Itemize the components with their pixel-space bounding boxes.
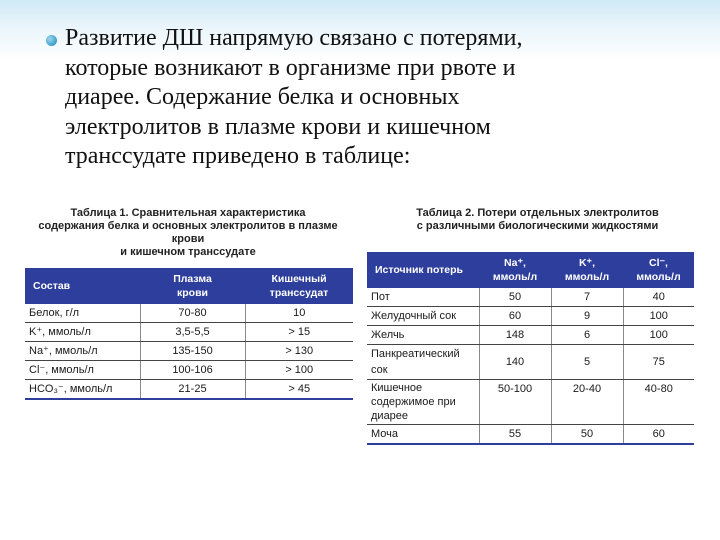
header-text: крови (177, 287, 208, 299)
bullet-dot-icon (46, 35, 57, 46)
header-text: транссудат (269, 287, 329, 299)
table-cell: > 130 (245, 342, 353, 361)
table-cell: Моча (367, 425, 479, 445)
table2-header-k (551, 252, 623, 288)
table2-electrolyte-losses (367, 252, 694, 445)
table-cell: Желчь (367, 326, 479, 345)
bullet-line: которые возникают в организме при рвоте и (65, 54, 516, 81)
table-cell: 40-80 (623, 380, 694, 425)
table1-header-plasma (140, 268, 245, 304)
header-text: Состав (33, 280, 71, 292)
table-row (367, 288, 694, 307)
table-cell: 60 (623, 425, 694, 445)
table-cell: 148 (479, 326, 551, 345)
table-cell: 20-40 (551, 380, 623, 425)
header-text: K⁺, (578, 257, 596, 269)
table-cell: 135-150 (140, 342, 245, 361)
table-cell: 9 (551, 307, 623, 326)
bullet-paragraph (40, 24, 640, 172)
header-text: Кишечный (271, 273, 327, 285)
table-cell: 75 (623, 345, 694, 380)
header-text: Cl⁻, (649, 257, 668, 269)
header-text: ммоль/л (492, 271, 538, 283)
table2-caption-line: с различными биологическими жидкостями (416, 220, 659, 232)
table-cell: Кишечное содержимое при диарее (367, 380, 479, 425)
header-text: ммоль/л (564, 271, 610, 283)
table-row (25, 342, 353, 361)
table2-caption (405, 207, 670, 233)
table-cell: > 15 (245, 323, 353, 342)
table-cell: 100-106 (140, 361, 245, 380)
table-row (367, 380, 694, 425)
table-row (25, 380, 353, 400)
table-cell: 100 (623, 307, 694, 326)
table-cell: K⁺, ммоль/л (25, 323, 140, 342)
table-cell: 60 (479, 307, 551, 326)
header-text: Источник потерь (375, 264, 463, 276)
table-cell: 10 (245, 304, 353, 323)
table-cell: 7 (551, 288, 623, 307)
table2-caption-line: Таблица 2. Потери отдельных электролитов (416, 207, 659, 219)
table-row (25, 304, 353, 323)
bullet-text (65, 24, 640, 172)
table-cell: 50-100 (479, 380, 551, 425)
header-text: Плазма (173, 273, 212, 285)
table-cell: 50 (479, 288, 551, 307)
table1-header-row (25, 268, 353, 304)
table-cell: 70-80 (140, 304, 245, 323)
table-cell: 40 (623, 288, 694, 307)
table2-header-na (479, 252, 551, 288)
table-cell: Белок, г/л (25, 304, 140, 323)
bullet-line: электролитов в плазме крови и кишечном (65, 113, 491, 140)
table-cell: 50 (551, 425, 623, 445)
table-row (25, 323, 353, 342)
bullet-line: Развитие ДШ напрямую связано с потерями, (65, 25, 523, 51)
table-cell: Пот (367, 288, 479, 307)
table-row (367, 307, 694, 326)
table2-header-cl (623, 252, 694, 288)
header-text: Na⁺, (504, 257, 526, 269)
table-cell: Желудочный сок (367, 307, 479, 326)
table-cell: > 45 (245, 380, 353, 400)
table-cell: 21-25 (140, 380, 245, 400)
table1-caption-line: Таблица 1. Сравнительная характеристика (70, 207, 306, 219)
table-cell: Cl⁻, ммоль/л (25, 361, 140, 380)
table-cell: 6 (551, 326, 623, 345)
table1-header-transudate (245, 268, 353, 304)
table1-plasma-vs-transudate (25, 268, 353, 400)
table2-header-row (367, 252, 694, 288)
table-cell: Панкреатический сок (367, 345, 479, 380)
bullet-line: диарее. Содержание белка и основных (65, 84, 460, 110)
table-cell: > 100 (245, 361, 353, 380)
table-cell: 3,5-5,5 (140, 323, 245, 342)
table-cell: HCO₃⁻, ммоль/л (25, 380, 140, 400)
bullet-line: транссудате приведено в таблице: (65, 143, 411, 169)
table-row (367, 345, 694, 380)
table2-header-source (367, 252, 479, 288)
table-cell: Na⁺, ммоль/л (25, 342, 140, 361)
table-row (25, 361, 353, 380)
table-row (367, 425, 694, 445)
table1-caption (33, 207, 343, 259)
table-cell: 55 (479, 425, 551, 445)
header-text: ммоль/л (636, 271, 681, 283)
table-row (367, 326, 694, 345)
table1-caption-line: и кишечном транссудате (120, 246, 256, 258)
table1-header-composition (25, 268, 140, 304)
table-cell: 5 (551, 345, 623, 380)
table-cell: 140 (479, 345, 551, 380)
table1-caption-line: содержания белка и основных электролитов в плазме крови (38, 220, 338, 245)
table-cell: 100 (623, 326, 694, 345)
